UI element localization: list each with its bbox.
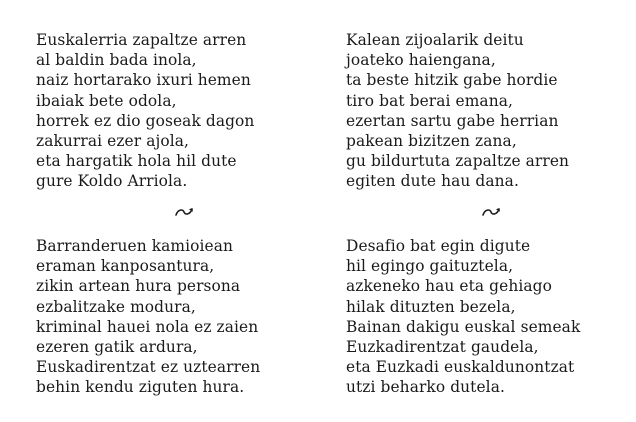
verse-line: behin kendu ziguten hura. bbox=[36, 378, 245, 397]
verse-line: horrek ez dio goseak dagon bbox=[36, 111, 255, 130]
verse-line: zikin artean hura persona bbox=[36, 277, 241, 296]
verse-line: Euskadirentzat ez uztearren bbox=[36, 358, 261, 377]
verse-line: eta hargatik hola hil dute bbox=[36, 152, 237, 171]
verse-line: kriminal hauei nola ez zaien bbox=[36, 317, 259, 336]
verse-line: egiten dute hau dana. bbox=[346, 172, 519, 191]
verse-line: Desafio bat egin digute bbox=[346, 237, 531, 255]
verse-line: ezbalitzake modura, bbox=[36, 297, 196, 316]
verse-line: pakean bizitzen zana, bbox=[346, 132, 517, 151]
verse-line: ezertan sartu gabe herrian bbox=[346, 111, 559, 130]
verse-line: gure Koldo Arriola. bbox=[36, 172, 188, 191]
stanza-left-2 bbox=[36, 236, 260, 398]
swirl-ornament-icon bbox=[174, 206, 194, 218]
verse-line: Barranderuen kamioiean bbox=[36, 237, 234, 255]
verse-line: naiz hortarako ixuri hemen bbox=[36, 71, 251, 90]
verse-line: azkeneko hau eta gehiago bbox=[346, 277, 552, 296]
verse-line: eta Euzkadi euskaldunontzat bbox=[346, 358, 575, 377]
stanza-left-1 bbox=[36, 30, 254, 192]
swirl-ornament-icon bbox=[481, 206, 501, 218]
verse-line: Euskalerria zapaltze arren bbox=[36, 31, 247, 49]
verse-line: joateko haiengana, bbox=[346, 51, 496, 70]
verse-line: Kalean zijoalarik deitu bbox=[346, 31, 524, 49]
verse-line: tiro bat berai emana, bbox=[346, 91, 513, 110]
verse-line: gu bildurtuta zapaltze arren bbox=[346, 152, 570, 171]
verse-line: Euzkadirentzat gaudela, bbox=[346, 338, 539, 357]
verse-line: ezeren gatik ardura, bbox=[36, 338, 198, 357]
verse-line: utzi beharko dutela. bbox=[346, 378, 505, 397]
stanza-right-1 bbox=[346, 30, 569, 192]
verse-line: ibaiak bete odola, bbox=[36, 91, 177, 110]
verse-line: ta beste hitzik gabe hordie bbox=[346, 71, 558, 90]
verse-line: al baldin bada inola, bbox=[36, 51, 197, 70]
verse-line: zakurrai ezer ajola, bbox=[36, 132, 190, 151]
stanza-right-2 bbox=[346, 236, 580, 398]
verse-line: hilak dituzten bezela, bbox=[346, 297, 516, 316]
verse-line: hil egingo gaituztela, bbox=[346, 257, 514, 276]
verse-line: eraman kanposantura, bbox=[36, 257, 215, 276]
verse-line: Bainan dakigu euskal semeak bbox=[346, 317, 581, 336]
